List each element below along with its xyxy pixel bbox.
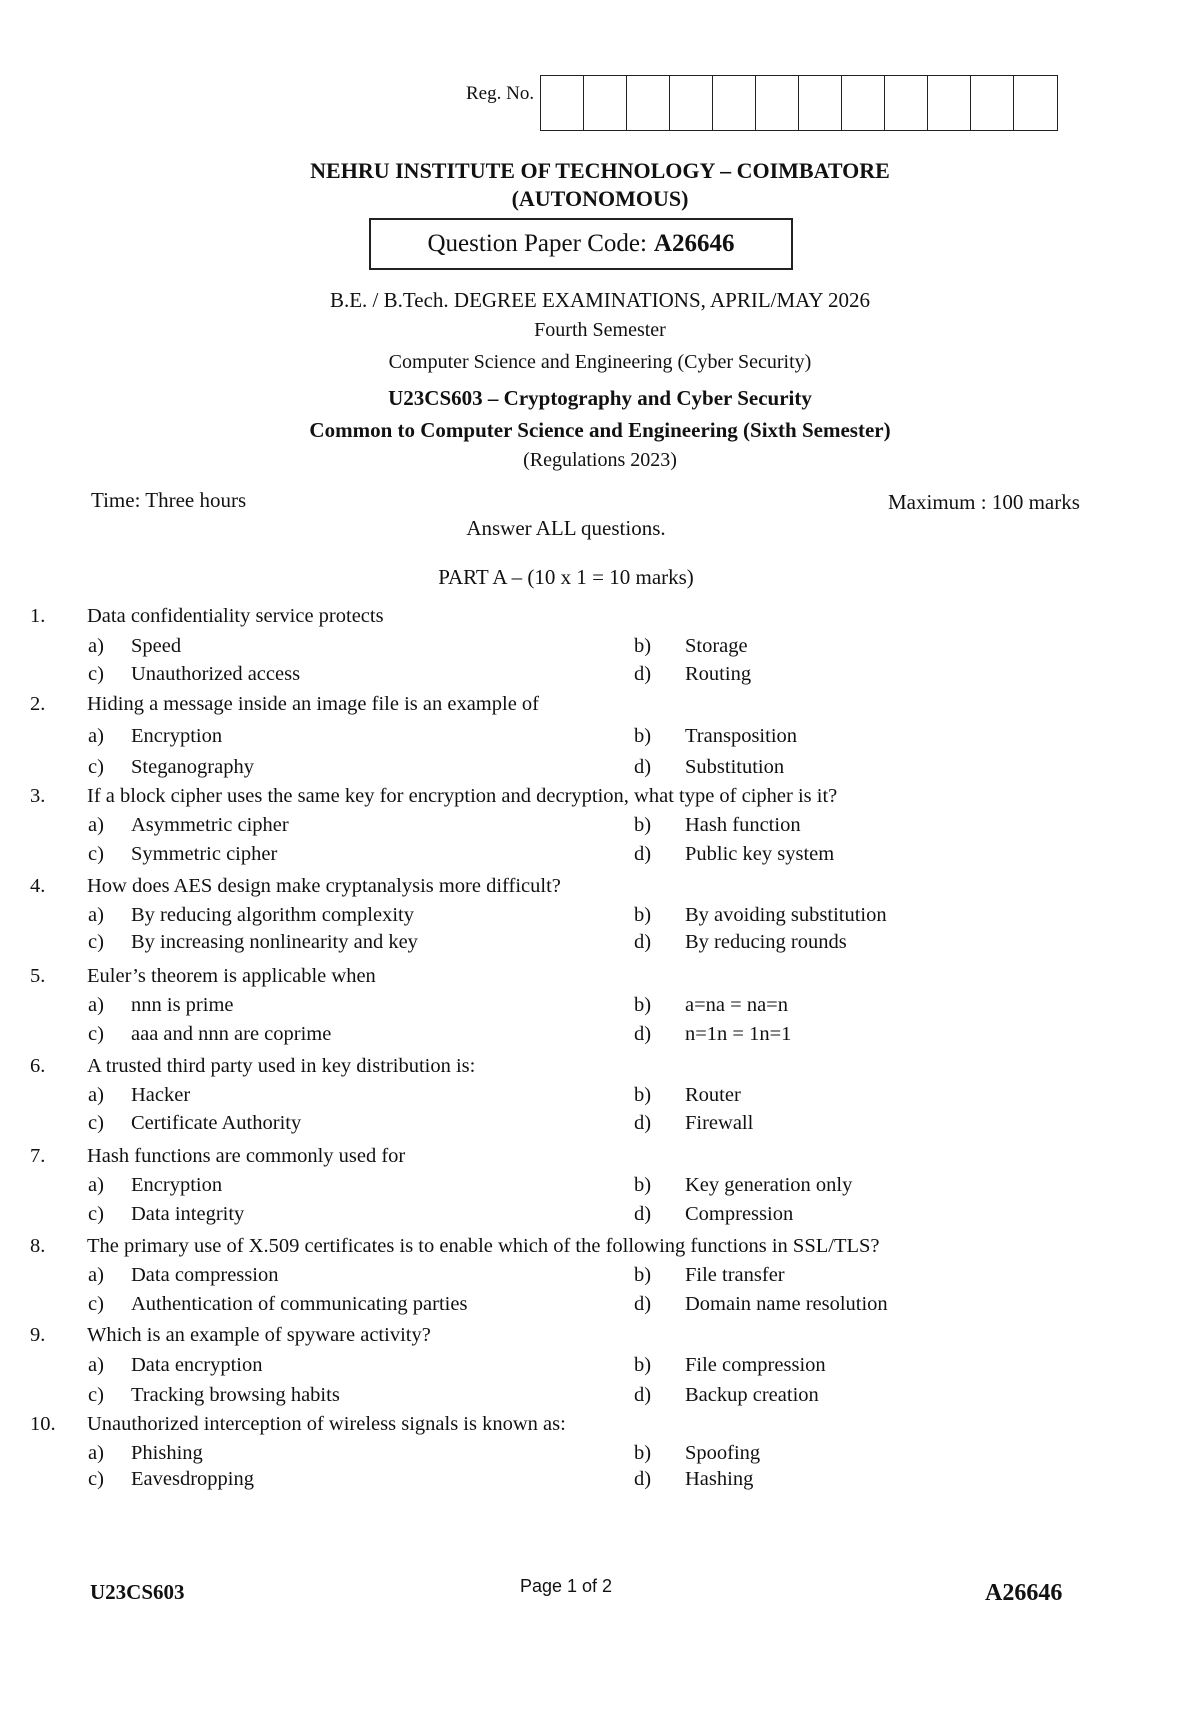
maximum-marks: Maximum : 100 marks	[888, 490, 1080, 514]
option-letter: b)	[634, 1442, 652, 1464]
question-number: 4.	[30, 875, 46, 897]
option-letter: c)	[88, 1468, 104, 1490]
question-text: How does AES design make cryptanalysis more difficult?	[87, 875, 561, 897]
paper-code-label: Question Paper Code:	[427, 230, 647, 257]
option-text: Storage	[685, 635, 748, 657]
option-text: Key generation only	[685, 1174, 853, 1196]
option-text: n=1n = 1n=1	[685, 1023, 792, 1045]
autonomous-label: (AUTONOMOUS)	[511, 186, 689, 211]
option-letter: c)	[88, 1203, 104, 1225]
semester-line: Fourth Semester	[534, 319, 666, 341]
option-letter: b)	[634, 1084, 652, 1106]
option-letter: a)	[88, 814, 104, 836]
option-letter: d)	[634, 1468, 652, 1490]
common-to-line: Common to Computer Science and Engineering (Sixth Semester)	[309, 418, 891, 442]
option-text: Hashing	[685, 1468, 754, 1490]
option-text: Certificate Authority	[131, 1112, 302, 1134]
option-text: Phishing	[131, 1442, 203, 1464]
option-text: Backup creation	[685, 1384, 819, 1406]
option-letter: c)	[88, 843, 104, 865]
institute-name: NEHRU INSTITUTE OF TECHNOLOGY – COIMBATORE	[310, 158, 890, 183]
option-text: Data compression	[131, 1264, 279, 1286]
option-text: By avoiding substitution	[685, 904, 887, 926]
option-text: Substitution	[685, 756, 785, 778]
option-text: Data integrity	[131, 1203, 245, 1225]
question-number: 10.	[30, 1413, 56, 1435]
option-letter: c)	[88, 931, 104, 953]
instruction-line: Answer ALL questions.	[466, 516, 666, 540]
department-line: Computer Science and Engineering (Cyber Security)	[388, 351, 812, 373]
option-letter: c)	[88, 663, 104, 685]
option-letter: b)	[634, 904, 652, 926]
option-text: Tracking browsing habits	[131, 1384, 340, 1406]
question-text: The primary use of X.509 certificates is to enable which of the following functions in SSL/TLS?	[87, 1235, 880, 1257]
option-text: Compression	[685, 1203, 794, 1225]
option-letter: d)	[634, 1384, 652, 1406]
option-text: Public key system	[685, 843, 835, 865]
option-letter: a)	[88, 904, 104, 926]
option-text: Firewall	[685, 1112, 754, 1134]
option-letter: d)	[634, 1293, 652, 1315]
question-number: 1.	[30, 605, 46, 627]
subject-line: U23CS603 – Cryptography and Cyber Security	[388, 386, 812, 410]
option-text: By reducing algorithm complexity	[131, 904, 414, 926]
option-letter: c)	[88, 1023, 104, 1045]
option-text: nnn is prime	[131, 994, 234, 1016]
reg-number-box[interactable]	[670, 76, 713, 130]
option-letter: b)	[634, 814, 652, 836]
option-text: Unauthorized access	[131, 663, 301, 685]
question-text: If a block cipher uses the same key for encryption and decryption, what type of cipher is it?	[87, 785, 838, 807]
option-letter: d)	[634, 1112, 652, 1134]
reg-number-box[interactable]	[541, 76, 584, 130]
question-text: Hiding a message inside an image file is an example of	[87, 693, 540, 715]
option-text: File transfer	[685, 1264, 785, 1286]
option-letter: c)	[88, 1384, 104, 1406]
question-number: 2.	[30, 693, 46, 715]
option-letter: c)	[88, 756, 104, 778]
option-letter: a)	[88, 1264, 104, 1286]
footer-paper-code: A26646	[985, 1580, 1063, 1606]
question-text: Hash functions are commonly used for	[87, 1145, 406, 1167]
regulations-line: (Regulations 2023)	[523, 449, 677, 471]
reg-number-box[interactable]	[756, 76, 799, 130]
option-letter: a)	[88, 635, 104, 657]
option-letter: d)	[634, 663, 652, 685]
option-letter: b)	[634, 725, 652, 747]
paper-code: A26646	[653, 230, 735, 257]
reg-number-box[interactable]	[584, 76, 627, 130]
option-text: Symmetric cipher	[131, 843, 278, 865]
option-text: Steganography	[131, 756, 254, 778]
reg-number-box[interactable]	[799, 76, 842, 130]
option-text: Spoofing	[685, 1442, 761, 1464]
option-text: File compression	[685, 1354, 826, 1376]
option-letter: a)	[88, 1084, 104, 1106]
question-text: Euler’s theorem is applicable when	[87, 965, 376, 987]
option-text: a=na = na=n	[685, 994, 788, 1016]
option-letter: a)	[88, 1442, 104, 1464]
option-letter: d)	[634, 931, 652, 953]
footer-course-code: U23CS603	[90, 1580, 185, 1604]
reg-number-box[interactable]	[627, 76, 670, 130]
reg-number-box[interactable]	[713, 76, 756, 130]
option-letter: d)	[634, 843, 652, 865]
option-text: Routing	[685, 663, 752, 685]
option-text: aaa and nnn are coprime	[131, 1023, 332, 1045]
question-text: Unauthorized interception of wireless signals is known as:	[87, 1413, 566, 1435]
option-letter: c)	[88, 1293, 104, 1315]
question-number: 5.	[30, 965, 46, 987]
option-letter: d)	[634, 756, 652, 778]
paper-code-box	[369, 218, 793, 270]
question-text: A trusted third party used in key distribution is:	[87, 1055, 476, 1077]
option-letter: c)	[88, 1112, 104, 1134]
option-letter: a)	[88, 1174, 104, 1196]
reg-number-box[interactable]	[928, 76, 971, 130]
question-text: Which is an example of spyware activity?	[87, 1324, 431, 1346]
option-text: By reducing rounds	[685, 931, 847, 953]
question-number: 3.	[30, 785, 46, 807]
option-text: By increasing nonlinearity and key	[131, 931, 418, 953]
time-allowed: Time: Three hours	[91, 488, 247, 512]
option-text: Domain name resolution	[685, 1293, 888, 1315]
part-heading: PART A – (10 x 1 = 10 marks)	[438, 565, 694, 589]
footer-page-number: Page 1 of 2	[519, 1576, 613, 1596]
reg-number-label: Reg. No.	[466, 83, 535, 104]
reg-number-block	[466, 75, 1058, 131]
option-text: Router	[685, 1084, 741, 1106]
option-text: Encryption	[131, 725, 223, 747]
option-letter: a)	[88, 1354, 104, 1376]
reg-number-box[interactable]	[885, 76, 928, 130]
option-letter: b)	[634, 1354, 652, 1376]
option-letter: b)	[634, 635, 652, 657]
option-letter: b)	[634, 1264, 652, 1286]
option-letter: a)	[88, 725, 104, 747]
degree-line: B.E. / B.Tech. DEGREE EXAMINATIONS, APRIL/MAY 2026	[329, 288, 871, 312]
option-letter: a)	[88, 994, 104, 1016]
option-text: Transposition	[685, 725, 798, 747]
option-text: Speed	[131, 635, 182, 657]
option-letter: d)	[634, 1023, 652, 1045]
option-text: Encryption	[131, 1174, 223, 1196]
reg-number-box[interactable]	[842, 76, 885, 130]
option-letter: d)	[634, 1203, 652, 1225]
option-text: Data encryption	[131, 1354, 263, 1376]
question-number: 9.	[30, 1324, 46, 1346]
option-text: Eavesdropping	[131, 1468, 254, 1490]
question-number: 8.	[30, 1235, 46, 1257]
option-letter: b)	[634, 1174, 652, 1196]
reg-number-box[interactable]	[971, 76, 1014, 130]
option-text: Authentication of communicating parties	[131, 1293, 468, 1315]
option-text: Hacker	[131, 1084, 191, 1106]
reg-number-box[interactable]	[1014, 76, 1057, 130]
reg-number-boxes	[540, 75, 1058, 131]
question-number: 7.	[30, 1145, 46, 1167]
option-text: Hash function	[685, 814, 801, 836]
question-number: 6.	[30, 1055, 46, 1077]
option-text: Asymmetric cipher	[131, 814, 289, 836]
option-letter: b)	[634, 994, 652, 1016]
question-text: Data confidentiality service protects	[87, 605, 384, 627]
